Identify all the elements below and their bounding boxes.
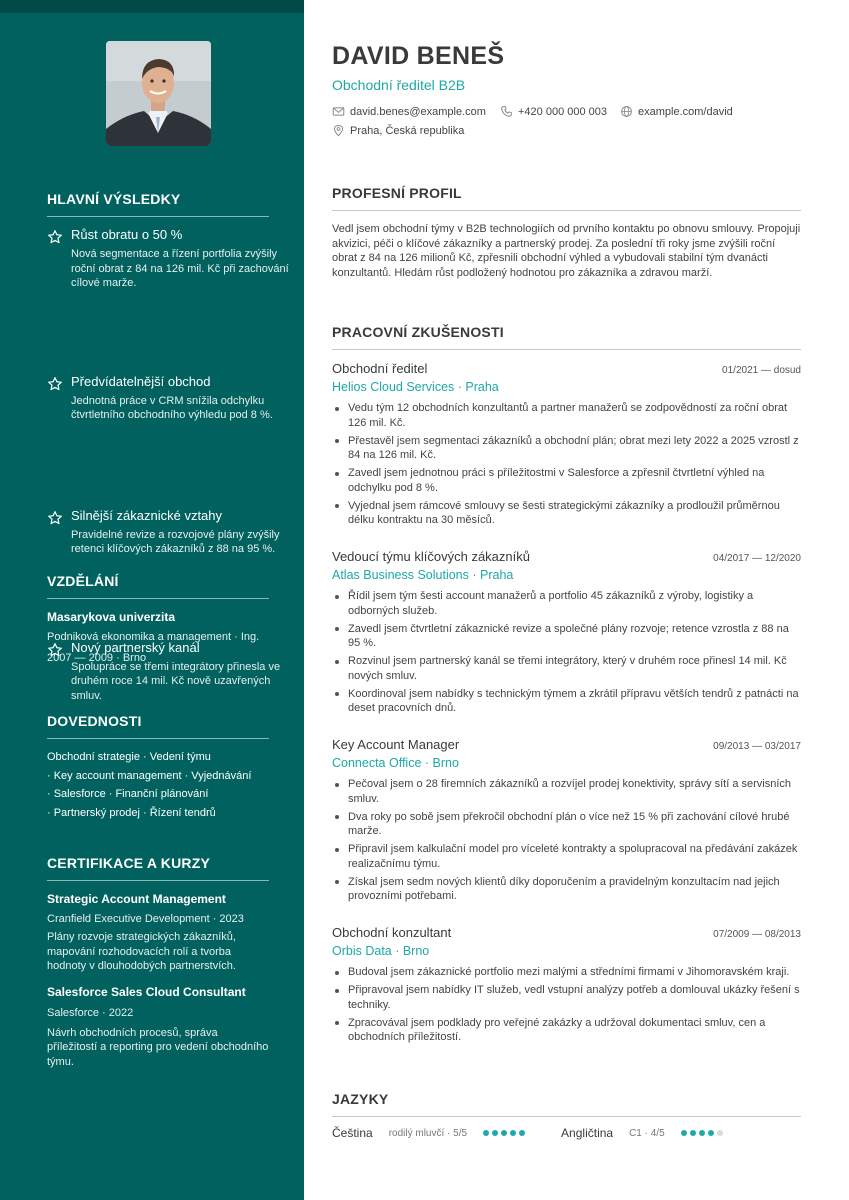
job-title: Obchodní ředitel (332, 361, 428, 376)
profile-photo (106, 41, 211, 146)
profile-text: Vedl jsem obchodní týmy v B2B technologiích od prvního kontaktu po obnovu smlouvy. Propojuji akvizici, péči o klíčové zákazníky a partnerský prodej. Za poslední tři roky jsme zvýšili roční obrat z 84 na 126 milionů Kč, zpřesnili obchodní výhled a vybudovali stabilní tým dvanácti konzultantů. Hledám růst podložený hodnotou pro zákazníka a zdravou marží. (332, 223, 801, 279)
contact-phone[interactable] (500, 105, 607, 118)
certifications-title: CERTIFIKACE A KURZY (47, 855, 269, 881)
job-entry (332, 361, 801, 531)
rating-dot-filled (690, 1130, 696, 1136)
rating-dot-filled (492, 1130, 498, 1136)
job-company: Atlas Business Solutions · Praha (332, 568, 514, 582)
languages-title: JAZYKY (332, 1091, 801, 1117)
job-bullet: Pečoval jsem o 28 firemních zákazníků a rozvíjel prodej konektivity, správy sítí a servisních smluv. (332, 777, 801, 806)
job-title: Obchodní konzultant (332, 925, 452, 940)
job-bullet: Získal jsem sedm nových klientů díky doporučením a pravidelným konzultacím nad jejich provozními potřebami. (332, 875, 801, 904)
job-bullet: Vedu tým 12 obchodních konzultantů a partner manažerů se zodpovědností za roční obrat 126 mil. Kč. (332, 401, 801, 430)
skills-section (47, 713, 269, 822)
achievement-description: Pravidelné revize a rozvojové plány zvýšily retenci klíčových zákazníků z 88 na 95 %. (71, 528, 280, 555)
job-bullet: Připravil jsem kalkulační model pro víceleté kontrakty a spolupracoval na předávání zakázek realizačnímu týmu. (332, 842, 801, 871)
contact-email-text: david.benes@example.com (350, 105, 486, 118)
job-bullet: Zavedl jsem čtvrtletní zákaznické revize a společné plány rozvoje; retence vzrostla z 88 na 95 %. (332, 622, 801, 651)
achievement-title: Nový partnerský kanál (71, 639, 200, 655)
skills-line: · Key account management · Vyjednávání (47, 769, 252, 782)
job-dates: 01/2021 — dosud (722, 365, 801, 376)
certification-name: Salesforce Sales Cloud Consultant (47, 984, 246, 999)
rating-dot-filled (501, 1130, 507, 1136)
achievement-item (47, 227, 293, 291)
certification-name: Strategic Account Management (47, 892, 226, 906)
rating-dot-filled (699, 1130, 705, 1136)
job-bullet: Koordinoval jsem nabídky s technickým týmem a zkrátil přípravu větších tendrů z patnácti na deset pracovních dnů. (332, 687, 801, 716)
certification-issuer: Cranfield Executive Development · 2023 (47, 913, 244, 925)
education-dates: 2007 — 2009 · Brno (47, 651, 147, 664)
education-title: VZDĚLÁNÍ (47, 573, 269, 599)
rating-dot-filled (510, 1130, 516, 1136)
job-bullet: Řídil jsem tým šesti account manažerů a portfolio 45 zákazníků z výroby, logistiky a odborných služeb. (332, 589, 801, 618)
job-bullets (332, 965, 801, 1045)
job-bullet: Přestavěl jsem segmentaci zákazníků a obchodní plán; obrat mezi lety 2022 a 2025 vzrostl z 84 na 126 mil. Kč. (332, 434, 801, 463)
phone-icon (500, 105, 513, 118)
job-bullet: Připravoval jsem nabídky IT služeb, vedl vstupní analýzy potřeb a domlouval ukázky řešení s techniky. (332, 983, 801, 1012)
job-entry (332, 737, 801, 907)
sidebar (0, 0, 304, 1200)
contact-location (332, 124, 464, 137)
globe-icon (620, 105, 633, 118)
certification-description: Návrh obchodních procesů, správa příležitostí a reporting pro vedení obchodního týmu. (47, 1026, 269, 1068)
certifications-section (47, 855, 269, 1069)
skills-title: DOVEDNOSTI (47, 713, 269, 739)
person-name: DAVID BENEŠ (332, 42, 505, 70)
language-name: Čeština (332, 1126, 373, 1140)
star-icon (47, 229, 63, 245)
profile-title: PROFESNÍ PROFIL (332, 185, 801, 211)
rating-dot-filled (708, 1130, 714, 1136)
language-name: Angličtina (561, 1126, 614, 1140)
skills-line: Obchodní strategie · Vedení týmu (47, 751, 211, 763)
rating-dot-filled (483, 1130, 489, 1136)
education-school: Masarykova univerzita (47, 610, 176, 624)
achievement-title: Silnější zákaznické vztahy (71, 507, 223, 523)
job-bullets (332, 777, 801, 904)
profile-photo-image (106, 41, 211, 146)
job-dates: 09/2013 — 03/2017 (713, 741, 801, 752)
job-bullet: Budoval jsem zákaznické portfolio mezi malými a středními firmami v Jihomoravském kraji. (332, 965, 801, 980)
job-bullet: Zpracovával jsem podklady pro veřejné zakázky a udržoval dokumentaci smluv, cen a obchodních příležitostí. (332, 1016, 801, 1045)
achievement-title: Růst obratu o 50 % (71, 227, 183, 242)
achievement-description: Nová segmentace a řízení portfolia zvýšily roční obrat z 84 na 126 mil. Kč při zachování cílové marže. (71, 248, 289, 289)
language-level: C1 · 4/5 (629, 1127, 665, 1139)
contact-email[interactable] (332, 105, 486, 118)
achievements-title: HLAVNÍ VÝSLEDKY (47, 191, 269, 217)
job-bullet: Rozvinul jsem partnerský kanál se třemi integrátory, který v druhém roce přinesl 14 mil. Kč nových smluv. (332, 654, 801, 683)
job-bullets (332, 401, 801, 528)
job-company: Connecta Office · Brno (332, 756, 459, 770)
skills-line: · Partnerský prodej · Řízení tendrů (47, 806, 216, 819)
star-icon (47, 510, 63, 526)
person-role: Obchodní ředitel B2B (332, 77, 466, 93)
job-bullet: Zavedl jsem jednotnou práci s příležitostmi v Salesforce a zpřesnil čtvrtletní výhled na odchylku pod 8 %. (332, 466, 801, 495)
job-dates: 07/2009 — 08/2013 (713, 929, 801, 940)
education-section (47, 573, 269, 666)
sidebar-top-bar (0, 0, 304, 13)
job-dates: 04/2017 — 12/2020 (713, 553, 801, 564)
contact-location-text: Praha, Česká republika (350, 124, 465, 137)
location-pin-icon (332, 124, 345, 137)
job-company: Helios Cloud Services · Praha (332, 380, 499, 394)
job-bullets (332, 589, 801, 716)
rating-dot-filled (519, 1130, 525, 1136)
job-bullet: Dva roky po sobě jsem překročil obchodní plán o více než 15 % při zachování cílové hrubé marže. (332, 810, 801, 839)
achievement-item (47, 374, 293, 423)
achievements-section (47, 191, 269, 217)
experience-title: PRACOVNÍ ZKUŠENOSTI (332, 324, 801, 350)
rating-dot-filled (681, 1130, 687, 1136)
contact-website[interactable] (620, 105, 733, 118)
job-company: Orbis Data · Brno (332, 944, 430, 958)
contact-phone-text: +420 000 000 003 (518, 105, 608, 118)
job-title: Key Account Manager (332, 737, 460, 752)
rating-dot-empty (717, 1130, 723, 1136)
achievement-description: Jednotná práce v CRM snížila odchylku čtvrtletního obchodního výhledu pod 8 %. (71, 394, 273, 421)
job-entry (332, 925, 801, 1048)
languages-row (332, 1126, 801, 1140)
achievement-description: Spolupráce se třemi integrátory přinesla ve druhém roce 14 mil. Kč nově uzavřených smluv. (71, 660, 281, 702)
job-title: Vedoucí týmu klíčových zákazníků (332, 549, 530, 564)
job-bullet: Vyjednal jsem rámcové smlouvy se šesti strategickými zákazníky a prodloužil průměrnou délku kontraktu na 30 měsíců. (332, 499, 801, 528)
job-entry (332, 549, 801, 719)
education-field: Podniková ekonomika a management · Ing. (47, 631, 260, 643)
achievement-item (47, 508, 293, 557)
language-rating (483, 1130, 525, 1136)
star-icon (47, 376, 63, 392)
contact-website-text: example.com/david (638, 105, 733, 118)
language-level: rodilý mluvčí · 5/5 (388, 1127, 468, 1139)
achievement-title: Předvídatelnější obchod (71, 373, 211, 389)
language-rating (681, 1130, 723, 1136)
certification-issuer: Salesforce · 2022 (47, 1006, 134, 1019)
certification-description: Plány rozvoje strategických zákazníků, mapování rozhodovacích rolí a tvorba hodnoty v dlouhodobých partnerstvích. (47, 931, 236, 972)
skills-line: · Salesforce · Finanční plánování (47, 788, 209, 800)
mail-icon (332, 105, 345, 118)
